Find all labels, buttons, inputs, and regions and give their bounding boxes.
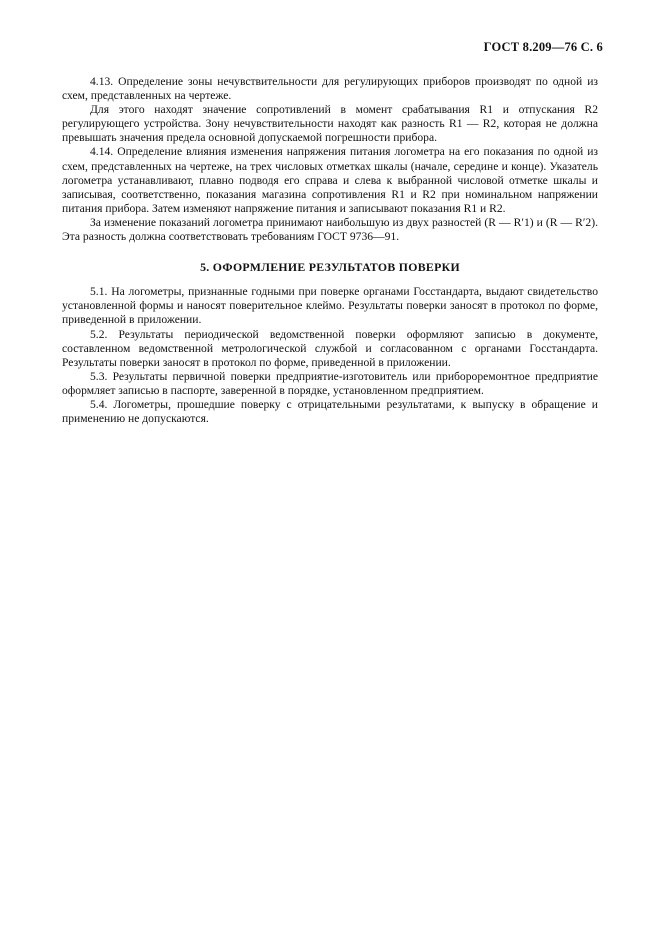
paragraph-4-13: 4.13. Определение зоны нечувствительности для регулирующих приборов производят по одной из схем, представленных на чертеже. bbox=[62, 75, 598, 103]
document-body bbox=[62, 75, 598, 426]
paragraph-5-2: 5.2. Результаты периодической ведомственной поверки оформляют записью в документе, составленном ведомственной метрологической службой и согласованном с органами Госстандарта. Результаты поверки заносят в протокол по форме, приведенной в приложении. bbox=[62, 327, 598, 369]
paragraph-5-3: 5.3. Результаты первичной поверки предприятие-изготовитель или прибороремонтное предприятие оформляет записью в паспорте, заверенной в порядке, установленном предприятием. bbox=[62, 369, 598, 397]
paragraph-4-14: 4.14. Определение влияния изменения напряжения питания логометра на его показания по одной из схем, представленных на чертеже, на трех числовых отметках шкалы (начале, середине и конце). Указатель логометра устанавливают, плавно подводя его справа и слева к выбранной числовой отметке шкалы и записывая, соответственно, показания магазина сопротивления R1 и R2 при номинальном напряжении питания прибора. Затем изменяют напряжение питания и записывают показания R1 и R2. bbox=[62, 145, 598, 215]
paragraph-5-4: 5.4. Логометры, прошедшие поверку с отрицательными результатами, к выпуску в обращение и применению не допускаются. bbox=[62, 397, 598, 426]
paragraph-5-1: 5.1. На логометры, признанные годными при поверке органами Госстандарта, выдают свидетельство установленной формы и наносят поверительное клеймо. Результаты поверки заносят в протокол по форме, приведенной в приложении. bbox=[62, 285, 598, 327]
page-header: ГОСТ 8.209—76 С. 6 bbox=[483, 40, 603, 54]
section-5-title: 5. ОФОРМЛЕНИЕ РЕЗУЛЬТАТОВ ПОВЕРКИ bbox=[200, 260, 460, 275]
paragraph-4-13-detail: Для этого находят значение сопротивлений в момент срабатывания R1 и отпускания R2 регулирующего устройства. Зону нечувствительности находят как разность R1 — R2, которая не должна превышать значения предела основной допускаемой погрешности прибора. bbox=[62, 103, 598, 145]
paragraph-4-14-conclusion: За изменение показаний логометра принимают наибольшую из двух разностей (R — R′1) и (R — R′2). Эта разность должна соответствовать требованиям ГОСТ 9736—91. bbox=[62, 215, 598, 244]
